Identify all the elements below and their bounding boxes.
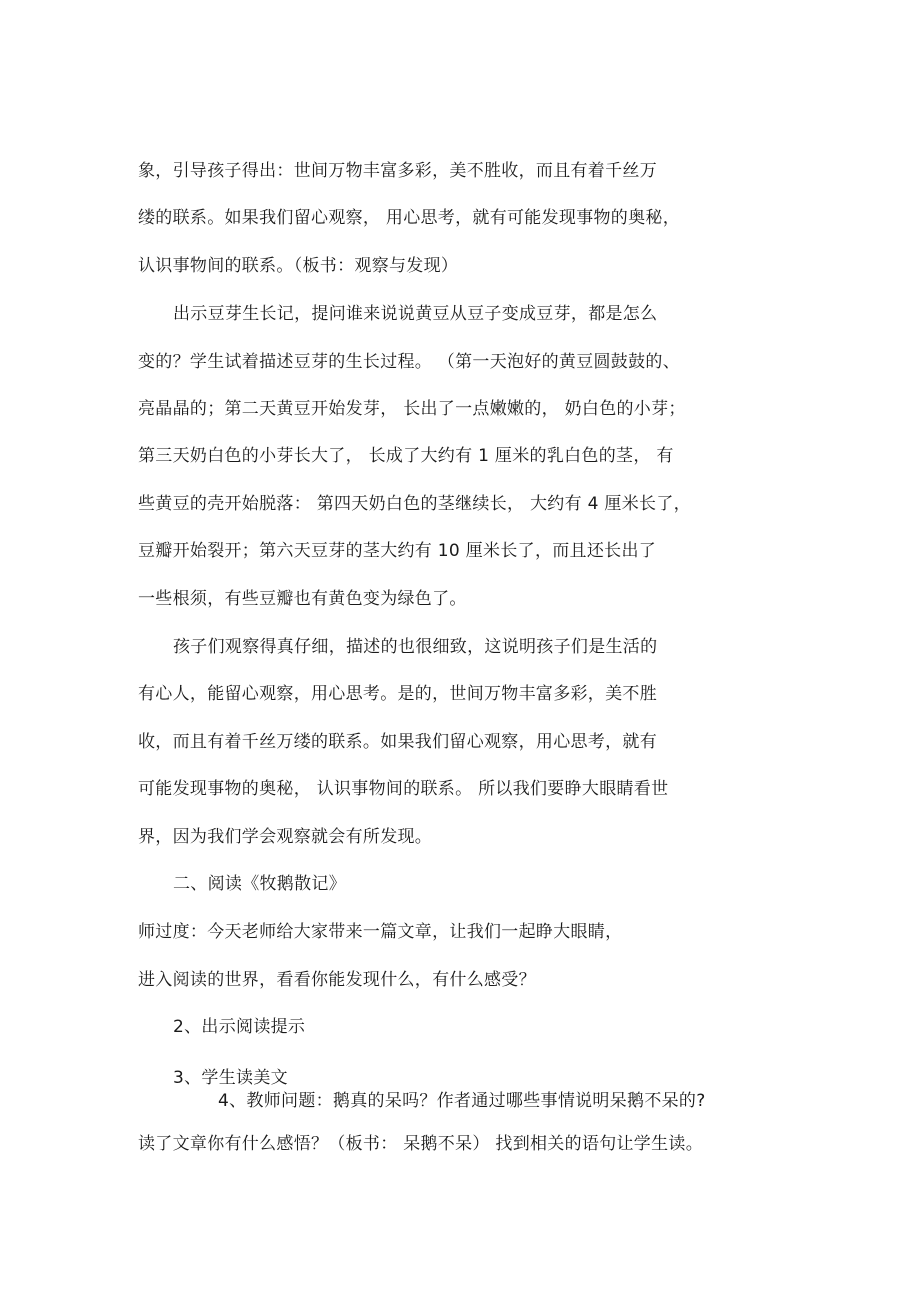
text-line: 些黄豆的壳开始脱落： 第四天奶白色的茎继续长， 大约有 4 厘米长了， [138, 494, 691, 514]
text-line: 界，因为我们学会观察就会有所发现。 [138, 827, 433, 847]
list-item: 4、教师问题：鹅真的呆吗？作者通过哪些事情说明呆鹅不呆的? [218, 1091, 706, 1111]
text-line: 豆瓣开始裂开；第六天豆芽的茎大约有 10 厘米长了，而且还长出了 [138, 541, 657, 561]
text-line: 认识事物间的联系。（板书：观察与发现） [138, 256, 459, 276]
text-line: 亮晶晶的；第二天黄豆开始发芽， 长出了一点嫩嫩的， 奶白色的小芽； [138, 399, 686, 419]
text-line: 可能发现事物的奥秘， 认识事物间的联系。 所以我们要睁大眼睛看世 [138, 779, 669, 799]
list-item: 3、学生读美文 [173, 1068, 288, 1088]
text-line: 象，引导孩子得出：世间万物丰富多彩，美不胜收，而且有着千丝万 [138, 161, 657, 181]
text-line: 读了文章你有什么感悟？（板书： 呆鹅不呆） 找到相关的语句让学生读。 [138, 1134, 704, 1154]
text-line: 缕的联系。如果我们留心观察， 用心思考，就有可能发现事物的奥秘， [138, 208, 681, 228]
text-line: 第三天奶白色的小芽长大了， 长成了大约有 1 厘米的乳白色的茎， 有 [138, 446, 674, 466]
text-line: 收，而且有着千丝万缕的联系。如果我们留心观察，用心思考，就有 [138, 732, 657, 752]
list-item: 2、出示阅读提示 [173, 1017, 306, 1037]
text-line: 一些根须，有些豆瓣也有黄色变为绿色了。 [138, 589, 467, 609]
text-line: 变的？学生试着描述豆芽的生长过程。 （第一天泡好的黄豆圆鼓鼓的、 [138, 352, 681, 372]
section-heading: 二、阅读《牧鹅散记》 [173, 874, 346, 894]
text-line: 师过度：今天老师给大家带来一篇文章，让我们一起睁大眼睛， [138, 922, 623, 942]
text-line: 有心人，能留心观察，用心思考。是的，世间万物丰富多彩，美不胜 [138, 684, 657, 704]
text-line: 出示豆芽生长记，提问谁来说说黄豆从豆子变成豆芽，都是怎么 [173, 304, 658, 324]
text-line: 进入阅读的世界，看看你能发现什么，有什么感受？ [138, 970, 536, 990]
text-line: 孩子们观察得真仔细，描述的也很细致，这说明孩子们是生活的 [173, 637, 658, 657]
